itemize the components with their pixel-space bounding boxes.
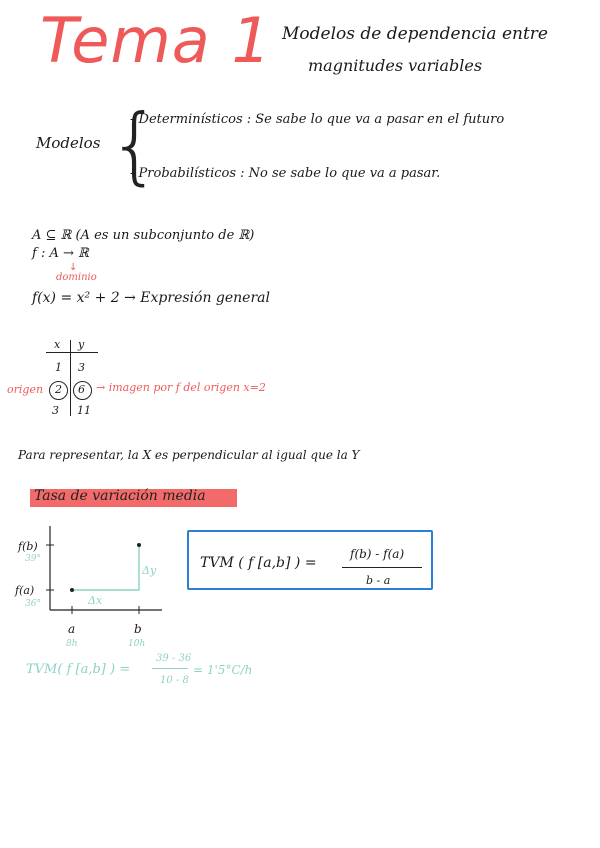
subset-definition: A ⊆ ℝ (A es un subconjunto de ℝ): [32, 228, 255, 243]
table-header-x: x: [54, 338, 61, 351]
table-vertical-rule: [70, 340, 71, 416]
origen-label: origen: [7, 383, 44, 396]
probabilisticos-text: - Probabilísticos : No se sabe lo que va a pasar.: [130, 166, 441, 181]
deterministicos-text: - Determinísticos : Se sabe lo que va a pasar en el futuro: [130, 112, 505, 127]
table-cell: 3: [78, 361, 85, 374]
table-cell: 11: [77, 404, 91, 417]
fb-label: f(b): [18, 540, 38, 553]
table-cell: 6: [78, 383, 85, 396]
subtitle-line-2: magnitudes variables: [308, 56, 483, 75]
tasa-heading: Tasa de variación media: [34, 488, 206, 504]
general-expression: f(x) = x² + 2 → Expresión general: [32, 290, 270, 306]
calc-result: = 1'5°C/h: [193, 663, 253, 677]
table-cell: 1: [55, 361, 62, 374]
table-cell: 2: [55, 383, 62, 396]
calc-denominator: 10 - 8: [160, 675, 189, 686]
table-cell: 3: [52, 404, 59, 417]
curly-brace: {: [108, 96, 162, 194]
function-definition: f : A → ℝ: [32, 246, 89, 261]
b-value: 10h: [128, 639, 146, 649]
formula-fraction-bar: [342, 567, 422, 568]
delta-y-label: Δy: [142, 564, 157, 577]
fa-label: f(a): [15, 584, 35, 597]
dominio-label: dominio: [56, 272, 97, 283]
formula-left: TVM ( f [a,b] ) =: [200, 555, 317, 571]
formula-denominator: b - a: [366, 574, 391, 587]
fb-value: 39°: [25, 554, 41, 564]
a-label: a: [68, 622, 76, 636]
b-label: b: [134, 622, 142, 636]
table-horizontal-rule: [46, 352, 98, 353]
a-value: 8h: [66, 639, 78, 649]
point-b: [137, 543, 141, 547]
delta-path: [72, 545, 139, 590]
modelos-label: Modelos: [36, 134, 101, 152]
calc-numerator: 39 - 36: [156, 653, 192, 664]
down-arrow-icon: ↓: [69, 262, 78, 273]
table-header-y: y: [78, 338, 85, 351]
formula-numerator: f(b) - f(a): [350, 547, 405, 561]
calc-fraction-bar: [152, 668, 188, 669]
subtitle-line-1: Modelos de dependencia entre: [282, 24, 548, 44]
page-title: Tema 1: [40, 4, 272, 77]
representar-note: Para representar, la X es perpendicular al igual que la Y: [18, 448, 360, 462]
imagen-note: → imagen por f del origen x=2: [96, 381, 266, 394]
delta-x-label: Δx: [88, 594, 103, 607]
fa-value: 36°: [25, 599, 41, 609]
calc-left: TVM( f [a,b] ) =: [26, 662, 131, 677]
point-a: [70, 588, 74, 592]
